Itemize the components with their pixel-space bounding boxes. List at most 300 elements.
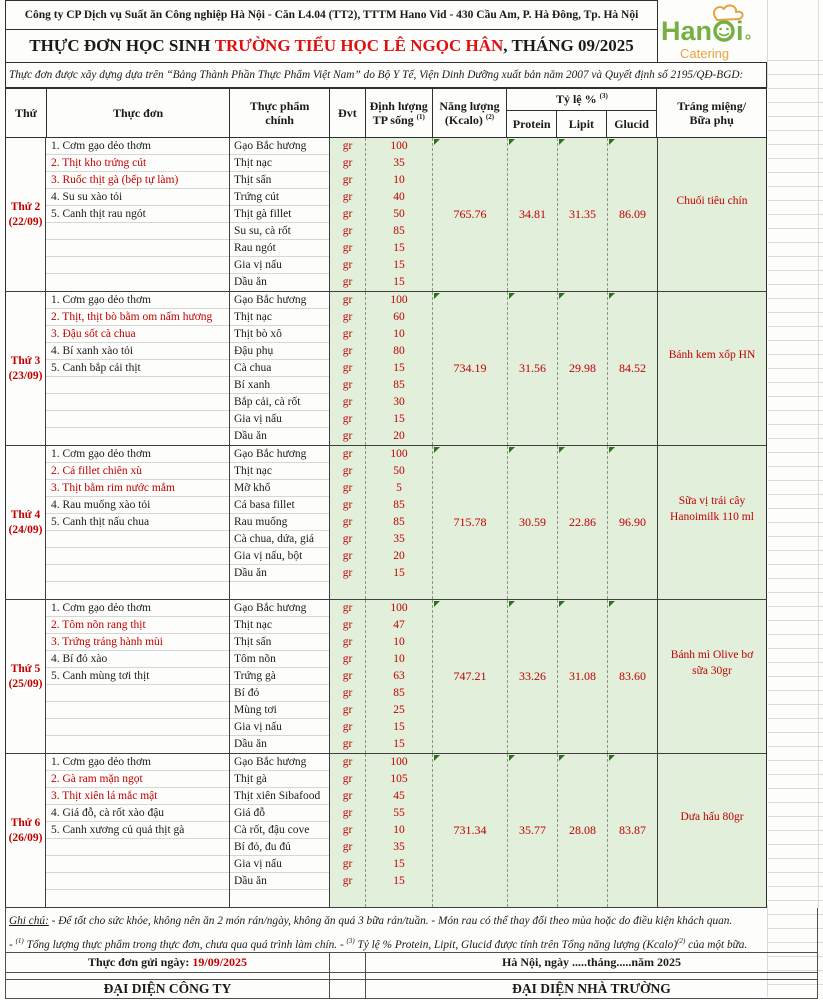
qty-cell [366, 582, 432, 599]
menu-item: 1. Cơm gạo dẻo thơm [46, 138, 229, 155]
day-date: (25/09) [8, 677, 43, 690]
qty-cell: 15 [393, 721, 405, 733]
energy-value: 747.21 [433, 600, 508, 753]
footer-note-line1: Ghi chú: - Để tốt cho sức khỏe, không nên ăn 2 món rán/ngày, không ăn quá 3 bữa rán/tuần. - Món rau có thể thay đổi theo mùa hoặc do điều kiện khách quan. [9, 915, 733, 927]
day-cell [5, 292, 46, 445]
menu-item [46, 548, 229, 565]
unit-cell: gr [342, 841, 353, 853]
unit-cell: gr [342, 653, 353, 665]
footer-gap-row [5, 972, 818, 979]
lipit-value: 29.98 [558, 292, 608, 445]
unit-cell: gr [342, 225, 353, 237]
unit-cell: gr [342, 259, 353, 271]
gridline-h [768, 382, 823, 383]
gridline-h [768, 648, 823, 649]
energy-value: 765.76 [433, 138, 508, 291]
menu-item: 1. Cơm gạo dẻo thơm [46, 292, 229, 309]
menu-item: 2. Thịt kho trứng cút [46, 155, 229, 172]
ingredient-name: Gia vị nấu [230, 719, 329, 736]
menu-item: 2. Thịt, thịt bò bằm om nấm hương [46, 309, 229, 326]
qty-cell: 85 [393, 687, 405, 699]
qty-cell: 10 [393, 636, 405, 648]
ingredient-name: Su su, cà rốt [230, 223, 329, 240]
qty-cell: 85 [393, 499, 405, 511]
menu-item: 2. Gà ram mặn ngọt [46, 771, 229, 788]
gridline-h [768, 760, 823, 761]
gridline-h [768, 130, 823, 131]
energy-value: 734.19 [433, 292, 508, 445]
protein-value: 35.77 [508, 754, 558, 907]
qty-cell: 20 [393, 430, 405, 442]
unit-cell: gr [342, 294, 353, 306]
day-label: Thứ 6 [10, 816, 41, 829]
lipit-value: 28.08 [558, 754, 608, 907]
ingredient-name: Thịt sấn [230, 634, 329, 651]
qty-column [366, 138, 433, 291]
energy-value: 715.78 [433, 446, 508, 599]
ingredient-name: Dầu ăn [234, 430, 267, 442]
unit-cell: gr [342, 345, 353, 357]
gridline-h [768, 186, 823, 187]
ingredient-name: Thịt sấn [230, 172, 329, 189]
menu-item: 3. Trứng tráng hành mùi [46, 634, 229, 651]
gridline-h [768, 270, 823, 271]
glucid-value: 83.60 [608, 600, 658, 753]
gridline-h [768, 830, 823, 831]
ingredient-name: Rau ngót [230, 240, 329, 257]
gridline-h [768, 60, 823, 61]
menu-column [46, 292, 230, 445]
menu-item [46, 582, 229, 599]
gridline-h [768, 788, 823, 789]
gridline-h [768, 354, 823, 355]
ingredient-name: Dầu ăn [230, 565, 329, 582]
dessert-text: Sữa vị trái cây Hanoimilk 110 ml [670, 494, 754, 523]
gridline-h [768, 900, 823, 901]
ingredient-name: Bắp cải, cà rốt [230, 394, 329, 411]
gridline-h [768, 858, 823, 859]
signature-company: ĐẠI DIỆN CÔNG TY [5, 980, 330, 998]
ingredient-name [230, 890, 329, 907]
gridline-h [768, 214, 823, 215]
energy-value: 731.34 [433, 754, 508, 907]
qty-cell: 35 [393, 841, 405, 853]
gridline-h [768, 774, 823, 775]
qty-cell: 5 [396, 482, 402, 494]
unit-cell: gr [342, 430, 353, 442]
unit-cell: gr [342, 687, 353, 699]
col-qty-header: Định lượng TP sống $^{(1)}$ [366, 89, 433, 137]
protein-value: 30.59 [508, 446, 558, 599]
ingredient-name: Thịt nạc [230, 463, 329, 480]
qty-cell: 15 [393, 242, 405, 254]
unit-cell: gr [342, 567, 353, 579]
unit-cell: gr [342, 824, 353, 836]
ingredient-name: Dầu ăn [230, 873, 329, 890]
qty-cell: 100 [390, 448, 408, 460]
unit-cell: gr [342, 790, 353, 802]
menu-item [46, 240, 229, 257]
ingredient-name: Dầu ăn [234, 276, 267, 288]
dessert-text: Dưa hấu 80gr [680, 810, 744, 823]
menu-item: 3. Đậu sốt cà chua [46, 326, 229, 343]
signature-school: ĐẠI DIỆN NHÀ TRƯỜNG [366, 980, 818, 998]
qty-cell: 35 [393, 157, 405, 169]
unit-cell: gr [342, 516, 353, 528]
qty-cell: 100 [390, 294, 408, 306]
day-date: (26/09) [8, 831, 43, 844]
unit-cell: gr [342, 738, 353, 750]
ingredient-name: Gạo Bắc hương [230, 138, 329, 155]
ingredient-name: Gạo Bắc hương [230, 292, 329, 309]
gridline-h [768, 536, 823, 537]
gridline-h [768, 886, 823, 887]
gridline-h [768, 368, 823, 369]
gridline-h [768, 662, 823, 663]
menu-item [46, 223, 229, 240]
day-block [5, 292, 767, 446]
ingredient-name: Thịt bò xô [230, 326, 329, 343]
unit-cell: gr [342, 550, 353, 562]
qty-cell: 100 [390, 140, 408, 152]
gridline-h [768, 606, 823, 607]
menu-item [46, 531, 229, 548]
qty-cell: 105 [390, 773, 408, 785]
ingredient-name: Bí đỏ [230, 685, 329, 702]
ingredient-name: Gia vị nấu [230, 257, 329, 274]
ingredient-name: Rau muống [230, 514, 329, 531]
qty-cell: 35 [393, 533, 405, 545]
unit-column [330, 754, 366, 907]
ingredient-name: Thịt nạc [230, 309, 329, 326]
ingredient-name: Thịt nạc [230, 617, 329, 634]
day-cell [5, 754, 46, 907]
qty-cell: 55 [393, 807, 405, 819]
qty-cell: 15 [393, 413, 405, 425]
menu-item [46, 428, 229, 445]
unit-column [330, 138, 366, 291]
ingredient-name: Gạo Bắc hương [230, 754, 329, 771]
build-note-text: Thực đơn được xây dựng dựa trên “Bảng Thành Phần Thực Phẩm Việt Nam” do Bộ Y Tế, Viện Dinh Dưỡng xuất bản năm 2007 và Quyết định số 2195/QĐ-BGD: [9, 69, 744, 81]
unit-cell: gr [342, 379, 353, 391]
registered-mark-icon [746, 35, 750, 39]
qty-cell: 40 [393, 191, 405, 203]
unit-cell: gr [342, 396, 353, 408]
unit-cell: gr [342, 704, 353, 716]
title-suffix: , THÁNG 09/2025 [503, 36, 634, 55]
company-name [5, 0, 658, 30]
sent-date-cell [5, 953, 330, 972]
qty-cell: 20 [393, 550, 405, 562]
day-block [5, 446, 767, 600]
day-label: Thứ 2 [10, 200, 41, 213]
unit-cell: gr [342, 858, 353, 870]
gridline-h [768, 158, 823, 159]
menu-item [46, 839, 229, 856]
gridline-h [768, 284, 823, 285]
menu-item [46, 856, 229, 873]
menu-item [46, 274, 229, 291]
menu-item: 4. Rau muống xào tỏi [46, 497, 229, 514]
ingredient-name: Bí đỏ, đu đủ [230, 839, 329, 856]
dessert-cell [658, 292, 767, 445]
ingredient-name: Mùng tơi [230, 702, 329, 719]
qty-column [366, 600, 433, 753]
gridline-h [768, 634, 823, 635]
unit-cell: gr [342, 670, 353, 682]
menu-item: 5. Canh mùng tơi thịt [46, 668, 229, 685]
gridline-h [768, 620, 823, 621]
unit-cell: gr [342, 807, 353, 819]
ingredient-name: Giá đỗ [230, 805, 329, 822]
gridline-h [768, 690, 823, 691]
qty-cell: 50 [393, 465, 405, 477]
ingredient-name: Thịt gà [230, 771, 329, 788]
gridline-h [768, 676, 823, 677]
ingredient-column [230, 600, 330, 753]
glucid-value: 86.09 [608, 138, 658, 291]
qty-cell [366, 890, 432, 907]
company-name-text: Công ty CP Dịch vụ Suất ăn Công nghiệp Hà Nội - Căn L4.04 (TT2), TTTM Hano Vid - 430 Cầu Am, P. Hà Đông, Tp. Hà Nội [24, 9, 639, 21]
unit-cell: gr [342, 756, 353, 768]
col-lipit-header: Lipit [557, 111, 607, 137]
qty-column [366, 446, 433, 599]
ingredient-name: Bí xanh [230, 377, 329, 394]
gridline-h [768, 522, 823, 523]
gridline-h [768, 592, 823, 593]
unit-cell: gr [342, 636, 353, 648]
day-cell [5, 600, 46, 753]
lipit-value: 31.08 [558, 600, 608, 753]
lipit-value: 22.86 [558, 446, 608, 599]
ingredient-column [230, 138, 330, 291]
footer-note-line2: - $^{(1)}$ Tổng lượng thực phẩm trong thực đơn, chưa qua quá trình làm chín. - $^{(3)}$ Tỷ lệ % Protein, Lipit, Glucid được tính trên Tổng năng lượng (Kcalo)$^{(2)}$ của một bữa. [9, 937, 748, 951]
menu-item [46, 394, 229, 411]
gridline-h [768, 480, 823, 481]
menu-item: 1. Cơm gạo dẻo thơm [46, 754, 229, 771]
menu-item [46, 411, 229, 428]
ingredient-name: Cà chua, dứa, giá [230, 531, 329, 548]
gridline-h [768, 144, 823, 145]
gridline-h [768, 466, 823, 467]
menu-item: 3. Thịt xiên lá mắc mật [46, 788, 229, 805]
gridline-h [768, 872, 823, 873]
menu-column [46, 446, 230, 599]
gridline-h [768, 88, 823, 89]
glucid-value: 84.52 [608, 292, 658, 445]
logo-text-han: Han [661, 16, 713, 46]
dessert-cell [658, 138, 767, 291]
hanoi-catering-logo [658, 3, 768, 61]
glucid-value: 83.87 [608, 754, 658, 907]
gridline-h [768, 438, 823, 439]
menu-item: 5. Canh thịt nấu chua [46, 514, 229, 531]
qty-cell: 100 [390, 602, 408, 614]
ingredient-name: Gia vị nấu [230, 411, 329, 428]
gridline-h [768, 550, 823, 551]
sent-date-value: 19/09/2025 [192, 955, 248, 969]
ingredient-name: Thịt gà fillet [230, 206, 329, 223]
menu-item: 5. Canh thịt rau ngót [46, 206, 229, 223]
qty-cell: 47 [393, 619, 405, 631]
day-block [5, 138, 767, 292]
unit-cell: gr [342, 448, 353, 460]
menu-item: 3. Ruốc thịt gà (bếp tự làm) [46, 172, 229, 189]
gridline-h [768, 704, 823, 705]
unit-cell: gr [342, 773, 353, 785]
gridline-h [768, 312, 823, 313]
gridline-h [768, 74, 823, 75]
dessert-cell [658, 754, 767, 907]
gridline-h [768, 116, 823, 117]
qty-cell: 63 [393, 670, 405, 682]
logo-subtitle: Catering [680, 46, 730, 61]
menu-item: 4. Giá đỗ, cà rốt xào đậu [46, 805, 229, 822]
menu-item: 2. Tôm nõn rang thịt [46, 617, 229, 634]
gridline-h [768, 816, 823, 817]
unit-column [330, 292, 366, 445]
signature-row [5, 979, 818, 999]
qty-column [366, 292, 433, 445]
menu-item [46, 736, 229, 753]
dessert-cell [658, 446, 767, 599]
qty-cell: 10 [393, 328, 405, 340]
gridline-h [768, 746, 823, 747]
table-header-row [5, 88, 767, 138]
gridline-h [768, 424, 823, 425]
unit-cell: gr [342, 499, 353, 511]
ingredient-column [230, 446, 330, 599]
col-energy-header: Năng lượng (Kcalo) $^{(2)}$ [433, 89, 508, 137]
gridline-h [768, 228, 823, 229]
unit-cell: gr [342, 482, 353, 494]
ingredient-name: Trứng gà [230, 668, 329, 685]
qty-cell: 15 [393, 875, 405, 887]
menu-column [46, 600, 230, 753]
build-note [5, 62, 767, 88]
unit-cell: gr [342, 157, 353, 169]
sent-date-label: Thực đơn gửi ngày: [87, 955, 193, 969]
qty-cell: 15 [393, 276, 405, 288]
menu-item: 4. Su su xào tỏi [46, 189, 229, 206]
gridline-h [768, 298, 823, 299]
ingredient-name: Dầu ăn [234, 738, 267, 750]
qty-cell: 85 [393, 379, 405, 391]
menu-item: 4. Bí đỏ xào [46, 651, 229, 668]
ingredient-name: Thịt nạc [230, 155, 329, 172]
menu-item: 3. Thịt bằm rim nước mắm [46, 480, 229, 497]
col-ingredient-header: Thực phẩm chính [230, 89, 330, 137]
ingredient-name: Cà chua [230, 360, 329, 377]
unit-cell: gr [342, 619, 353, 631]
unit-cell: gr [342, 875, 353, 887]
gridline-h [768, 452, 823, 453]
place-date-cell: Hà Nội, ngày .....tháng.....năm 2025 [366, 953, 818, 972]
protein-value: 34.81 [508, 138, 558, 291]
day-cell [5, 446, 46, 599]
qty-cell: 85 [393, 516, 405, 528]
gridline-h [768, 256, 823, 257]
ingredient-name: Cá basa fillet [230, 497, 329, 514]
unit-cell: gr [342, 533, 353, 545]
ingredient-name: Gạo Bắc hương [230, 600, 329, 617]
col-glucid-header: Glucid [614, 116, 649, 131]
col-dessert-header: Tráng miệng/ Bữa phụ [677, 98, 747, 127]
qty-cell: 45 [393, 790, 405, 802]
menu-item: 1. Cơm gạo dẻo thơm [46, 600, 229, 617]
menu-item [46, 377, 229, 394]
qty-cell: 30 [393, 396, 405, 408]
gridline-h [768, 732, 823, 733]
gridline-h [768, 410, 823, 411]
dessert-text: Chuối tiêu chín [676, 194, 748, 207]
gridline-h [768, 844, 823, 845]
col-ratio-header: Tỷ lệ % $^{(3)}$ Protein Lipit Glucid [507, 89, 657, 137]
footer-notes [5, 908, 818, 953]
menu-item: 2. Cá fillet chiên xù [46, 463, 229, 480]
gridline-h [768, 396, 823, 397]
gridline-v [818, 0, 819, 908]
menu-item: 5. Canh bắp cải thịt [46, 360, 229, 377]
page-title [5, 30, 658, 62]
qty-cell: 50 [393, 208, 405, 220]
gridline-h [768, 508, 823, 509]
gridline-h [768, 564, 823, 565]
menu-column [46, 754, 230, 907]
ingredient-name [230, 582, 329, 599]
gridline-h [768, 326, 823, 327]
ingredient-name: Gạo Bắc hương [230, 446, 329, 463]
ingredient-name: Thịt xiên Sibafood [230, 788, 329, 805]
title-school-name: TRƯỜNG TIỂU HỌC LÊ NGỌC HÂN [214, 36, 504, 55]
gridline-h [768, 802, 823, 803]
qty-cell: 100 [390, 756, 408, 768]
menu-item [46, 257, 229, 274]
ingredient-name: Trứng cút [230, 189, 329, 206]
gridline-h [768, 172, 823, 173]
qty-cell: 60 [393, 311, 405, 323]
gridline-h [768, 718, 823, 719]
unit-cell: gr [342, 174, 353, 186]
signature-spacer [330, 980, 366, 998]
menu-item: 1. Cơm gạo dẻo thơm [46, 446, 229, 463]
title-prefix: THỰC ĐƠN HỌC SINH [29, 36, 215, 55]
unit-cell: gr [342, 602, 353, 614]
col-day-header: Thứ [6, 89, 47, 137]
menu-item [46, 565, 229, 582]
menu-item: 4. Bí xanh xào tỏi [46, 343, 229, 360]
logo-text-i: i [736, 16, 744, 46]
day-block [5, 754, 767, 908]
day-label: Thứ 4 [10, 508, 41, 521]
day-label: Thứ 5 [10, 662, 41, 675]
gridline-h [768, 494, 823, 495]
col-menu-header: Thực đơn [47, 89, 230, 137]
col-unit-header: Đvt [330, 89, 366, 137]
ingredient-column [230, 754, 330, 907]
ingredient-name: Gia vị nấu [230, 856, 329, 873]
gridline-h [768, 578, 823, 579]
gridline-h [768, 242, 823, 243]
qty-cell: 80 [393, 345, 405, 357]
menu-item: 5. Canh xương củ quả thịt gà [46, 822, 229, 839]
qty-cell: 15 [393, 259, 405, 271]
unit-cell: gr [342, 465, 353, 477]
qty-cell: 15 [393, 362, 405, 374]
col-protein-header: Protein [507, 111, 557, 137]
footer-spacer-cell [330, 953, 366, 972]
day-label: Thứ 3 [10, 354, 41, 367]
